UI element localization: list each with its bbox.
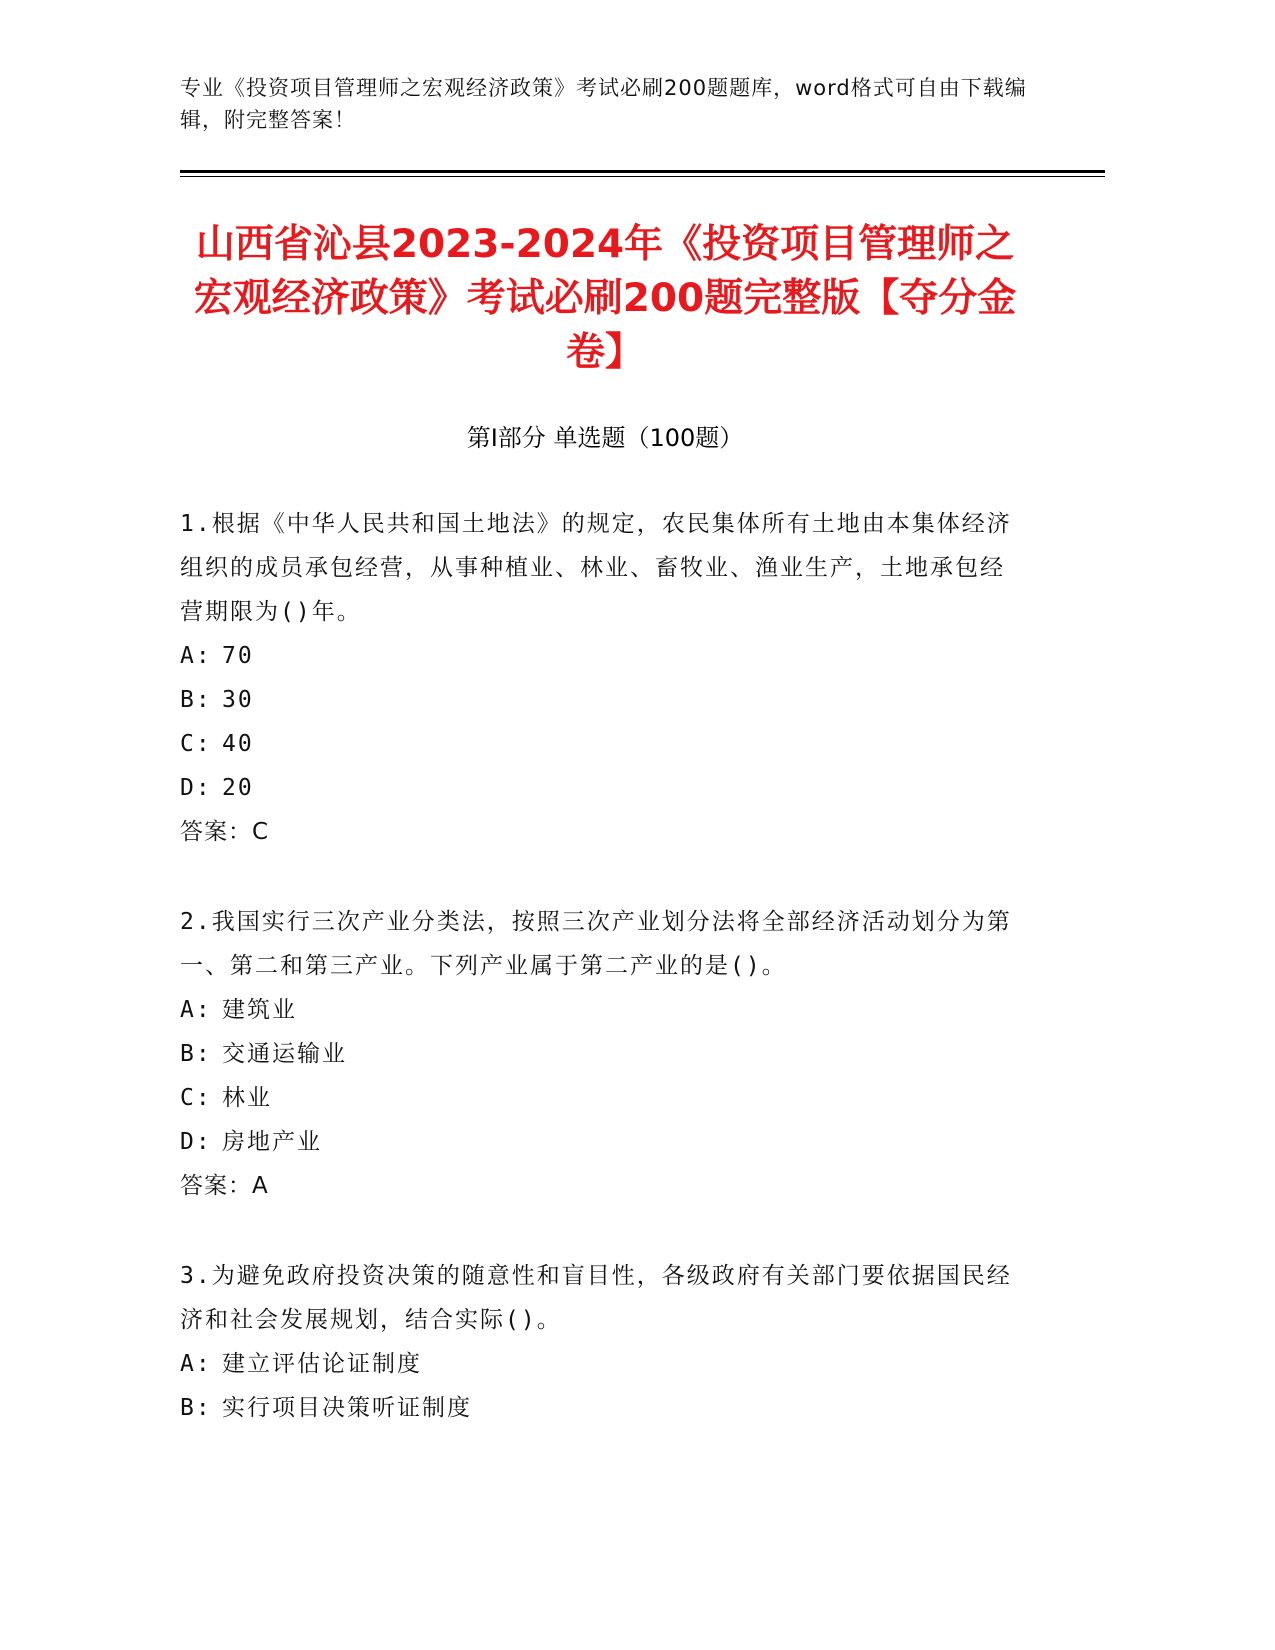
option-a [180, 988, 1020, 1032]
option-key: B: [180, 1041, 212, 1067]
option-text: 实行项目决策听证制度 [222, 1395, 472, 1421]
section-title: 第I部分 单选题（100题） [466, 424, 744, 452]
option-text: 40 [222, 731, 254, 757]
option-c [180, 1076, 1020, 1120]
option-text: 建筑业 [222, 997, 297, 1023]
option-key: D: [180, 775, 212, 801]
option-text: 房地产业 [222, 1129, 322, 1155]
document-title: 山西省沁县2023-2024年《投资项目管理师之宏观经济政策》考试必刷200题完整版【夺分金卷】 [193, 222, 1017, 375]
option-key: B: [180, 687, 212, 713]
question-stem: 2.我国实行三次产业分类法，按照三次产业划分法将全部经济活动划分为第一、第二和第三产业。下列产业属于第二产业的是()。 [180, 909, 1012, 979]
option-text: 林业 [222, 1085, 272, 1111]
answer-line: 答案：C [180, 819, 270, 845]
option-d [180, 766, 1020, 810]
option-text: 70 [222, 643, 254, 669]
option-a [180, 1342, 1020, 1386]
question-item [180, 1254, 1020, 1430]
question-list [180, 502, 1020, 1476]
question-stem: 3.为避免政府投资决策的随意性和盲目性，各级政府有关部门要依据国民经济和社会发展规划，结合实际()。 [180, 1263, 1012, 1333]
option-key: D: [180, 1129, 212, 1155]
option-text: 30 [222, 687, 254, 713]
option-a [180, 634, 1020, 678]
option-key: B: [180, 1395, 212, 1421]
option-b [180, 1386, 1020, 1430]
header-note: 专业《投资项目管理师之宏观经济政策》考试必刷200题题库，word格式可自由下载编辑，附完整答案！ [180, 76, 1027, 132]
option-b [180, 1032, 1020, 1076]
question-item [180, 900, 1020, 1208]
option-c [180, 722, 1020, 766]
header-divider [180, 170, 1105, 173]
option-key: C: [180, 731, 212, 757]
option-b [180, 678, 1020, 722]
option-key: A: [180, 643, 212, 669]
option-key: A: [180, 997, 212, 1023]
question-item [180, 502, 1020, 854]
option-key: C: [180, 1085, 212, 1111]
option-d [180, 1120, 1020, 1164]
option-text: 建立评估论证制度 [222, 1351, 422, 1377]
option-key: A: [180, 1351, 212, 1377]
answer-line: 答案：A [180, 1173, 269, 1199]
question-stem: 1.根据《中华人民共和国土地法》的规定，农民集体所有土地由本集体经济组织的成员承包经营，从事种植业、林业、畜牧业、渔业生产，土地承包经营期限为()年。 [180, 511, 1012, 625]
header-divider-thin [180, 176, 1105, 177]
option-text: 20 [222, 775, 254, 801]
option-text: 交通运输业 [222, 1041, 347, 1067]
